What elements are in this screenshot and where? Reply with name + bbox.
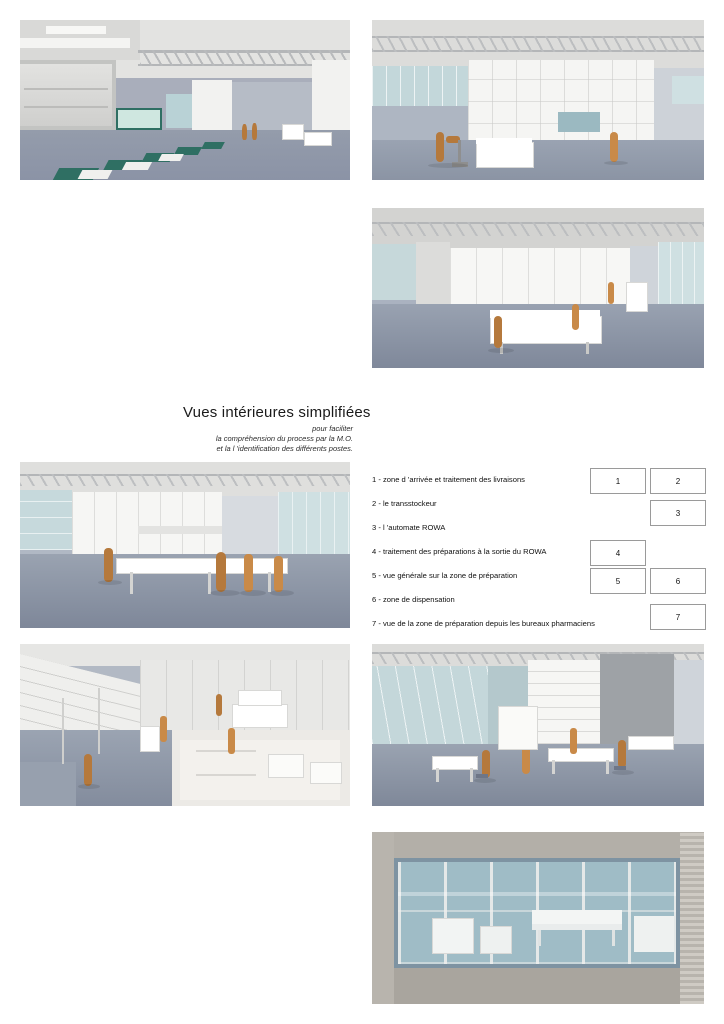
legend-item-3: 3 - l 'automate ROWA xyxy=(372,523,446,532)
render-view-3 xyxy=(372,208,704,368)
legend-item-5: 5 - vue générale sur la zone de préparation xyxy=(372,571,518,580)
legend-item-6: 6 - zone de dispensation xyxy=(372,595,455,604)
render-view-4 xyxy=(20,462,350,628)
subtitle-line-3: et la l 'identification des différents postes. xyxy=(216,444,353,453)
title-block xyxy=(183,404,371,454)
legend-item-1: 1 - zone d 'arrivée et traitement des livraisons xyxy=(372,475,525,484)
legend-item-7: 7 - vue de la zone de préparation depuis les bureaux pharmaciens xyxy=(372,619,595,628)
subtitle xyxy=(183,424,353,454)
render-view-6 xyxy=(372,644,704,806)
key-box-5: 5 xyxy=(590,568,646,594)
subtitle-line-1: pour faciliter xyxy=(312,424,353,433)
render-view-7 xyxy=(372,832,704,1004)
key-box-3: 3 xyxy=(650,500,706,526)
legend-item-4: 4 - traitement des préparations à la sortie du ROWA xyxy=(372,547,547,556)
page-title: Vues intérieures simplifiées xyxy=(183,404,371,421)
key-box-7: 7 xyxy=(650,604,706,630)
render-view-2 xyxy=(372,20,704,180)
render-view-5 xyxy=(20,644,350,806)
key-box-1: 1 xyxy=(590,468,646,494)
legend-item-2: 2 - le transstockeur xyxy=(372,499,437,508)
render-view-1 xyxy=(20,20,350,180)
subtitle-line-2: la compréhension du process par la M.O. xyxy=(215,434,353,443)
key-box-6: 6 xyxy=(650,568,706,594)
key-box-2: 2 xyxy=(650,468,706,494)
key-box-4: 4 xyxy=(590,540,646,566)
